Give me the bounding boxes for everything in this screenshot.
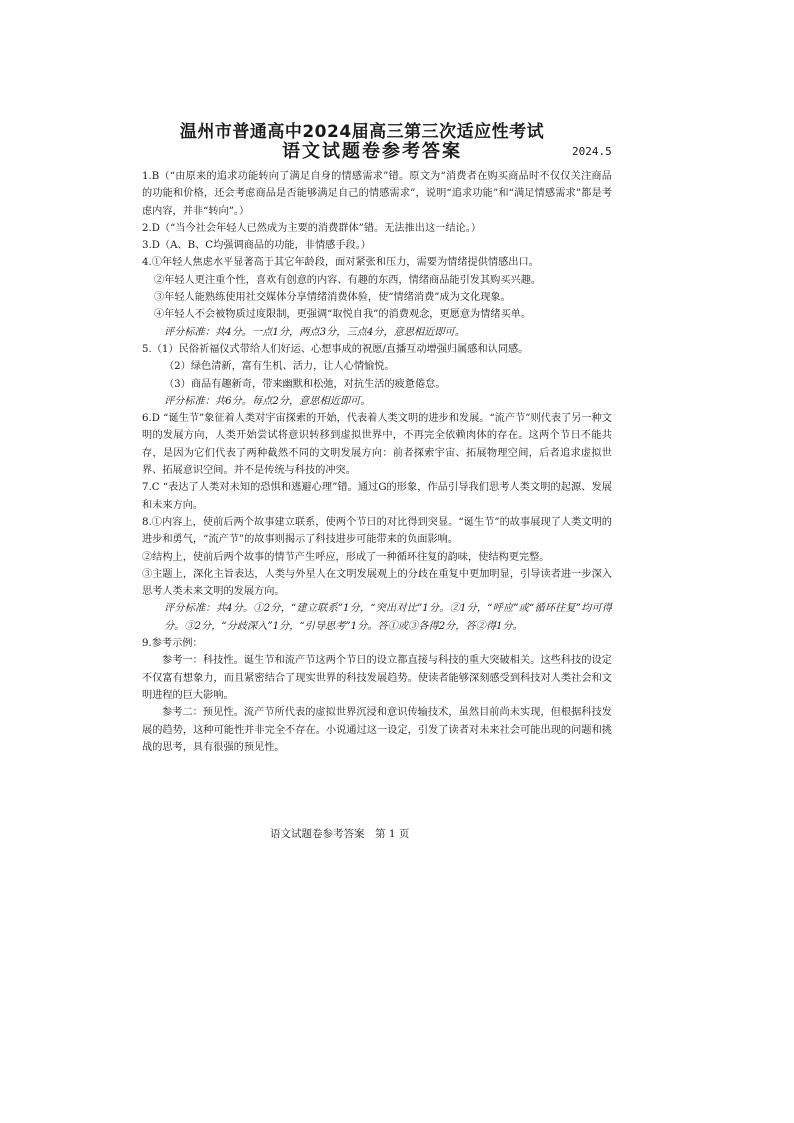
- page-footer: 语文试题卷参考答案 第 1 页: [270, 828, 410, 840]
- answer-paragraph: ④年轻人不会被物质过度限制，更强调“取悦自我”的消费观念，更愿意为情绪买单。: [154, 309, 532, 321]
- answer-paragraph: 2.D（“当今社会年轻人已然成为主要的消费群体”错。无法推出这一结论。）: [142, 222, 482, 234]
- answer-paragraph: （3）商品有趣新奇，带来幽默和松弛，对抗生活的疲惫倦怠。: [164, 378, 446, 390]
- answer-paragraph: 评分标准：共6分。每点2分，意思相近即可。: [164, 395, 371, 407]
- answer-paragraph: 5.（1）民俗祈福仪式带给人们好运、心想事成的祝愿/直播互动增强归属感和认同感。: [142, 343, 529, 355]
- exam-date: 2024.5: [572, 145, 612, 158]
- exam-title: 温州市普通高中2024届高三第三次适应性考试: [179, 122, 545, 142]
- answer-paragraph: 7.C “表达了人类对未知的恐惧和逃避心理”错。通过G的形象，作品引导我们思考人类文明的起源、发展和未来方向。: [142, 482, 612, 511]
- answer-key-title: 语文试题卷参考答案: [282, 141, 462, 162]
- answer-paragraph: 评分标准：共4分。一点1分，两点3分，三点4分，意思相近即可。: [164, 326, 465, 338]
- answer-paragraph: 8.①内容上，使前后两个故事建立联系，使两个节日的对比得到突显。“诞生节”的故事展现了人类文明的进步和勇气，“流产节”的故事则揭示了科技进步可能带来的负面影响。: [142, 516, 612, 546]
- answer-paragraph: 评分标准：共4分。①2分，“建立联系”1分，“突出对比”1分。②1分，“呼应”或“循环往复”均可得分。③2分，“分歧深入”1分，“引导思考”1分。答①或③各得2分，答②得1分。: [164, 603, 612, 632]
- answer-paragraph: ③主题上，深化主旨表达，人类与外星人在文明发展观上的分歧在重复中更加明显，引导读者进一步深入思考人类未来文明的发展方向。: [142, 568, 612, 598]
- answer-paragraph: （2）绿色清新，富有生机、活力，让人心情愉悦。: [164, 361, 395, 373]
- answer-paragraph: ②年轻人更注重个性，喜欢有创意的内容、有趣的东西，情绪商品能引发其购买兴趣。: [154, 274, 542, 286]
- answer-paragraph: 1.B（“由原来的追求功能转向了满足自身的情感需求”错。原文为“消费者在购买商品时不仅仅关注商品的功能和价格，还会考虑商品是否能够满足自己的情感需求”，说明“追求功能”和“满足情感需求”都是考虑内容，并非“转向”。）: [142, 171, 612, 217]
- answer-paragraph: 6.D “诞生节”象征着人类对宇宙探索的开始，代表着人类文明的进步和发展。“流产节”则代表了另一种文明的发展方向，人类开始尝试将意识转移到虚拟世界中，不再完全依赖肉体的存在。这两个节日不能共存，是因为它们代表了两种截然不同的文明发展方向：前者探索宇宙、拓展物理空间，后者追求虚拟世界、拓展意识空间。并不是传统与科技的冲突。: [142, 413, 612, 477]
- answer-paragraph: 参考一：科技性。诞生节和流产节这两个节日的设立都直接与科技的重大突破相关。这些科技的设定不仅富有想象力，而且紧密结合了现实世界的科技发展趋势。使读者能够深刻感受到科技对人类社会和文明进程的巨大影响。: [142, 655, 612, 701]
- answer-body: [142, 168, 612, 756]
- answer-paragraph: 4.①年轻人焦虑水平显著高于其它年龄段，面对紧张和压力，需要为情绪提供情感出口。: [142, 257, 539, 269]
- answer-paragraph: 9.参考示例：: [142, 638, 203, 650]
- answer-paragraph: 参考二：预见性。流产节所代表的虚拟世界沉浸和意识传输技术，虽然目前尚未实现，但根据科技发展的趋势，这种可能性并非完全不存在。小说通过这一设定，引发了读者对未来社会可能出现的问题和挑战的思考，具有很强的预见性。: [142, 707, 612, 753]
- answer-paragraph: 3.D（A、B、C均强调商品的功能，非情感手段。）: [142, 240, 371, 252]
- answer-paragraph: ②结构上，使前后两个故事的情节产生呼应，形成了一种循环往复的韵味，使结构更完整。: [142, 551, 550, 563]
- answer-paragraph: ③年轻人能熟练使用社交媒体分享情绪消费体验，使“情绪消费”成为文化现象。: [154, 292, 511, 304]
